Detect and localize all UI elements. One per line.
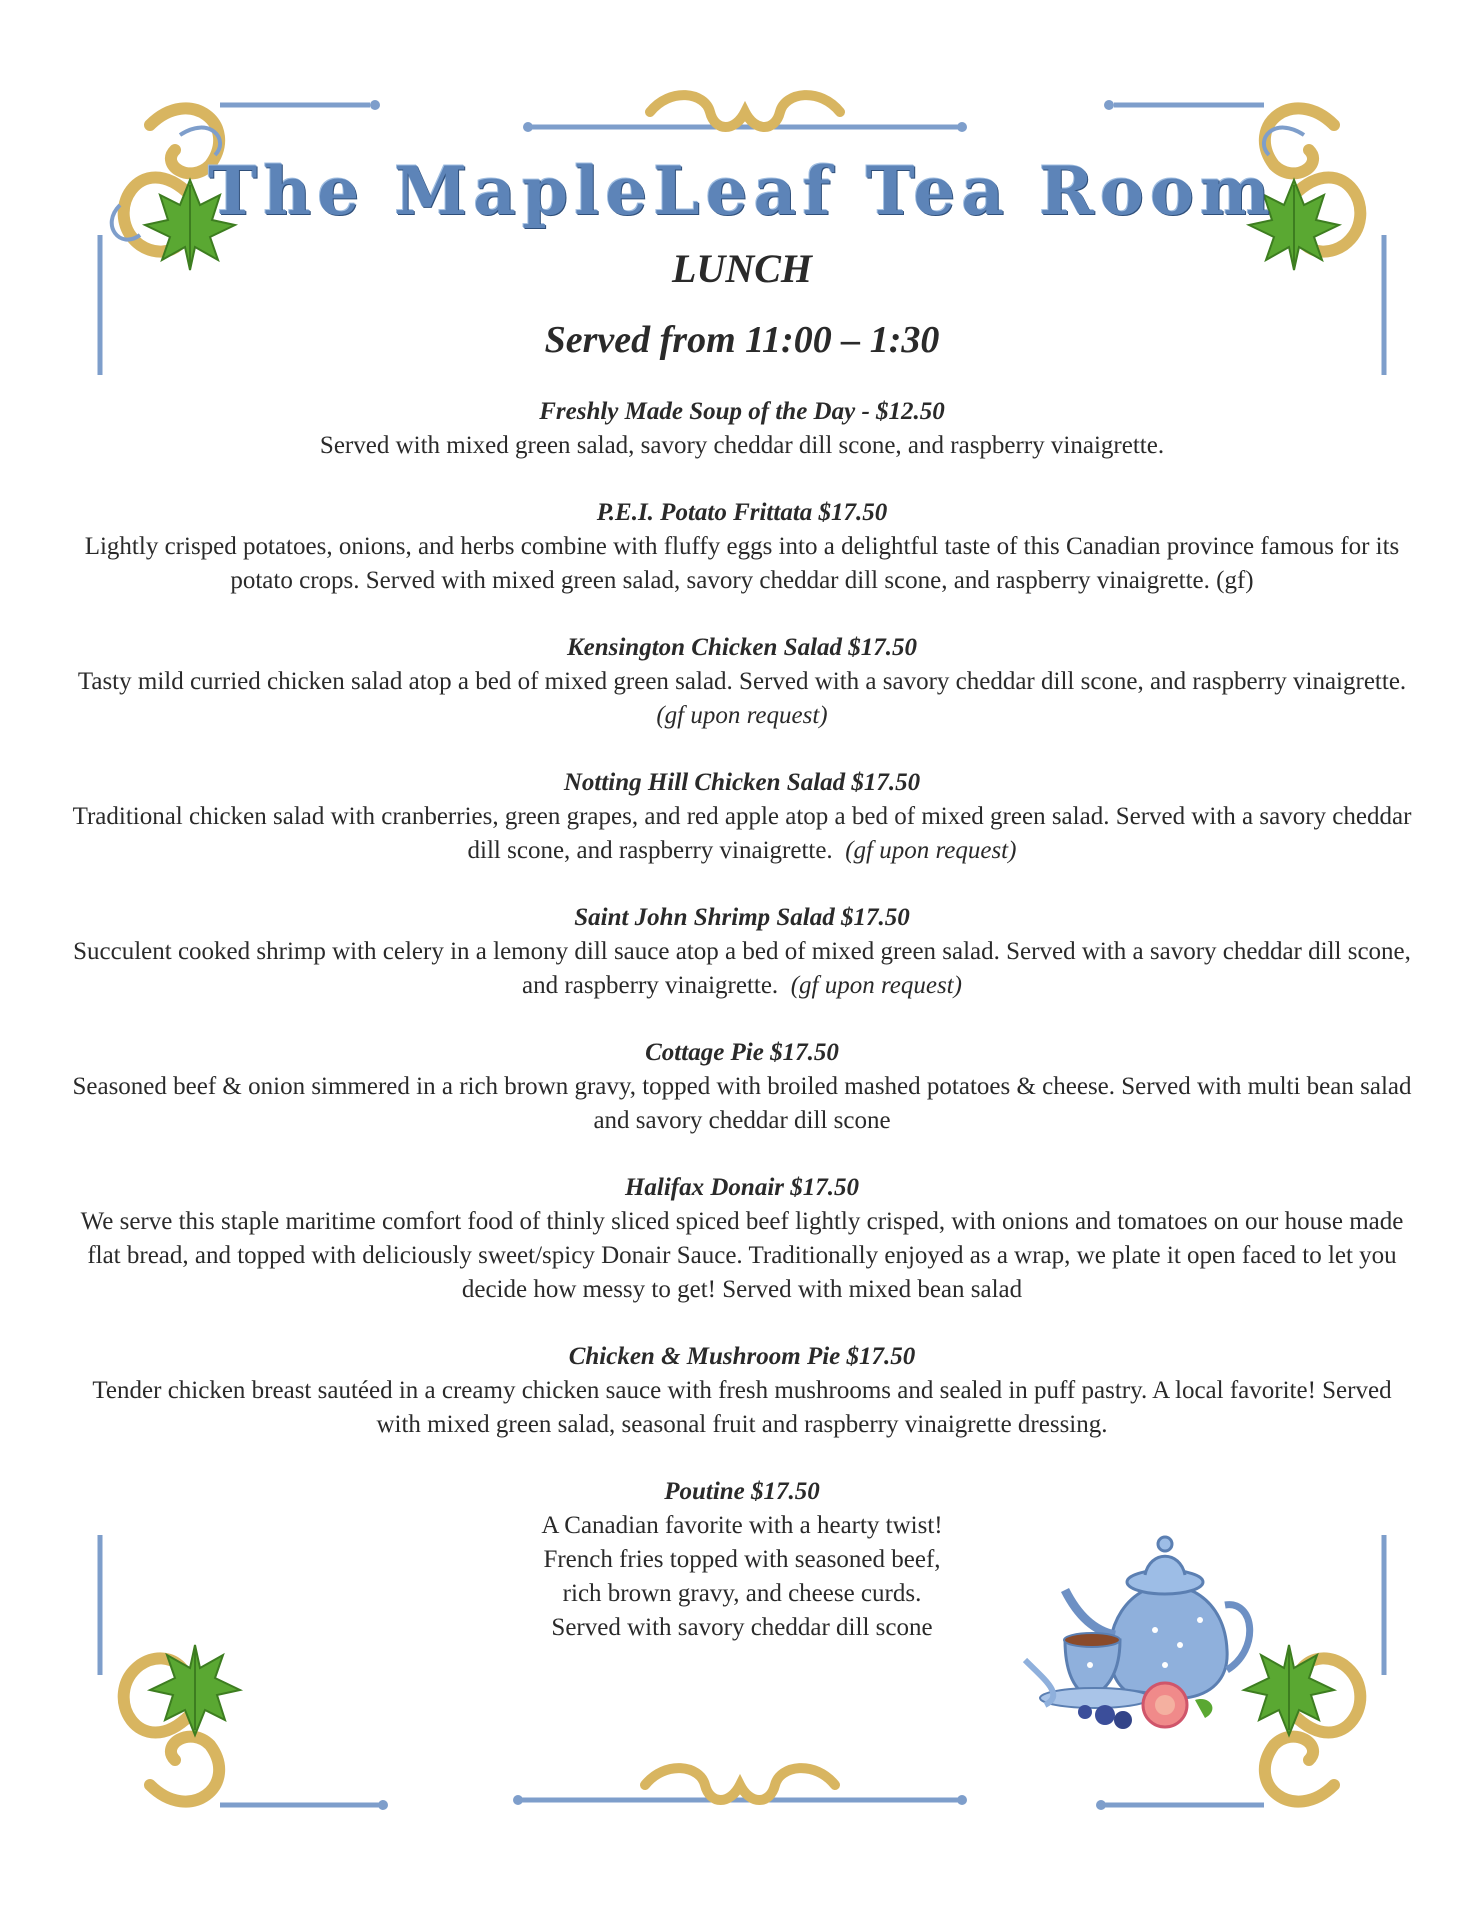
menu-item (70, 395, 1414, 463)
menu-item-description: Tender chicken breast sautéed in a creamy chicken sauce with fresh mushrooms and sealed in puff pastry. A local favorite! Served with mixed green salad, seasonal fruit and raspberry vinaigrette dressing. (92, 1377, 1392, 1438)
menu-item-description: Traditional chicken salad with cranberries, green grapes, and red apple atop a bed of mixed green salad. Served with a savory cheddar dill scone, and raspberry vinaigrette. (gf upon request) (72, 803, 1412, 864)
dietary-note: (gf upon request) (790, 972, 962, 999)
menu-item (70, 901, 1414, 1003)
top-flourish-ornament (520, 82, 970, 142)
corner-ornament-bottom-left (80, 1535, 390, 1825)
menu-item-description-line: French fries topped with seasoned beef, (543, 1546, 941, 1573)
menu-item-description: Succulent cooked shrimp with celery in a lemony dill sauce atop a bed of mixed green salad. Served with a savory cheddar dill scone, and raspberry vinaigrette. (gf upon request) (73, 938, 1411, 999)
menu-item-title: Saint John Shrimp Salad $17.50 (574, 904, 910, 931)
menu-item-description: We serve this staple maritime comfort food of thinly sliced spiced beef lightly crisped, with onions and tomatoes on our house made flat bread, and topped with deliciously sweet/spicy Donair Sauce. Traditionally enjoyed as a wrap, we plate it open faced to let you decide how messy to get! Served with mixed bean salad (80, 1208, 1404, 1303)
menu-item (70, 766, 1414, 868)
menu-item-description: Served with mixed green salad, savory cheddar dill scone, and raspberry vinaigrette. (319, 432, 1165, 459)
menu-item-title: P.E.I. Potato Frittata $17.50 (596, 499, 888, 526)
menu-item-description-line: Served with savory cheddar dill scone (551, 1614, 933, 1641)
menu-item (70, 1171, 1414, 1307)
menu-item-title: Cottage Pie $17.50 (645, 1039, 839, 1066)
menu-item-title: Chicken & Mushroom Pie $17.50 (568, 1343, 916, 1370)
dietary-note: (gf upon request) (845, 837, 1017, 864)
menu-list (70, 395, 1414, 1475)
menu-section-heading: LUNCH (672, 246, 812, 291)
menu-item (70, 496, 1414, 598)
menu-item (70, 631, 1414, 733)
menu-item-title: Halifax Donair $17.50 (624, 1174, 860, 1201)
menu-item-description: Lightly crisped potatoes, onions, and herbs combine with fluffy eggs into a delightful taste of this Canadian province famous for its potato crops. Served with mixed green salad, savory cheddar dill scone, and raspberry vinaigrette. (gf) (84, 533, 1400, 594)
menu-item-title: Notting Hill Chicken Salad $17.50 (563, 769, 921, 796)
menu-item-description-line: rich brown gravy, and cheese curds. (562, 1580, 922, 1607)
menu-item-description-line: A Canadian favorite with a hearty twist! (541, 1512, 943, 1539)
serving-hours: Served from 11:00 – 1:30 (544, 319, 940, 361)
menu-item-description: Seasoned beef & onion simmered in a rich brown gravy, topped with broiled mashed potatoes & cheese. Served with multi bean salad and savory cheddar dill scone (72, 1073, 1412, 1134)
menu-item-description: Tasty mild curried chicken salad atop a bed of mixed green salad. Served with a savory cheddar dill scone, and raspberry vinaigrette. (gf upon request) (77, 668, 1407, 729)
menu-item-title: Kensington Chicken Salad $17.50 (566, 634, 918, 661)
page-title: The MapleLeaf Tea Room (208, 152, 1276, 230)
flourish-ornament (100, 1535, 388, 1810)
bottom-flourish-ornament (510, 1755, 970, 1815)
menu-item-title: Freshly Made Soup of the Day - $12.50 (539, 398, 945, 425)
menu-item (70, 1340, 1414, 1442)
teapot-icon (1005, 1520, 1275, 1750)
menu-item-poutine (470, 1475, 1014, 1645)
menu-item-title: Poutine $17.50 (664, 1478, 820, 1505)
menu-item (70, 1036, 1414, 1138)
dietary-note: (gf upon request) (656, 702, 828, 729)
